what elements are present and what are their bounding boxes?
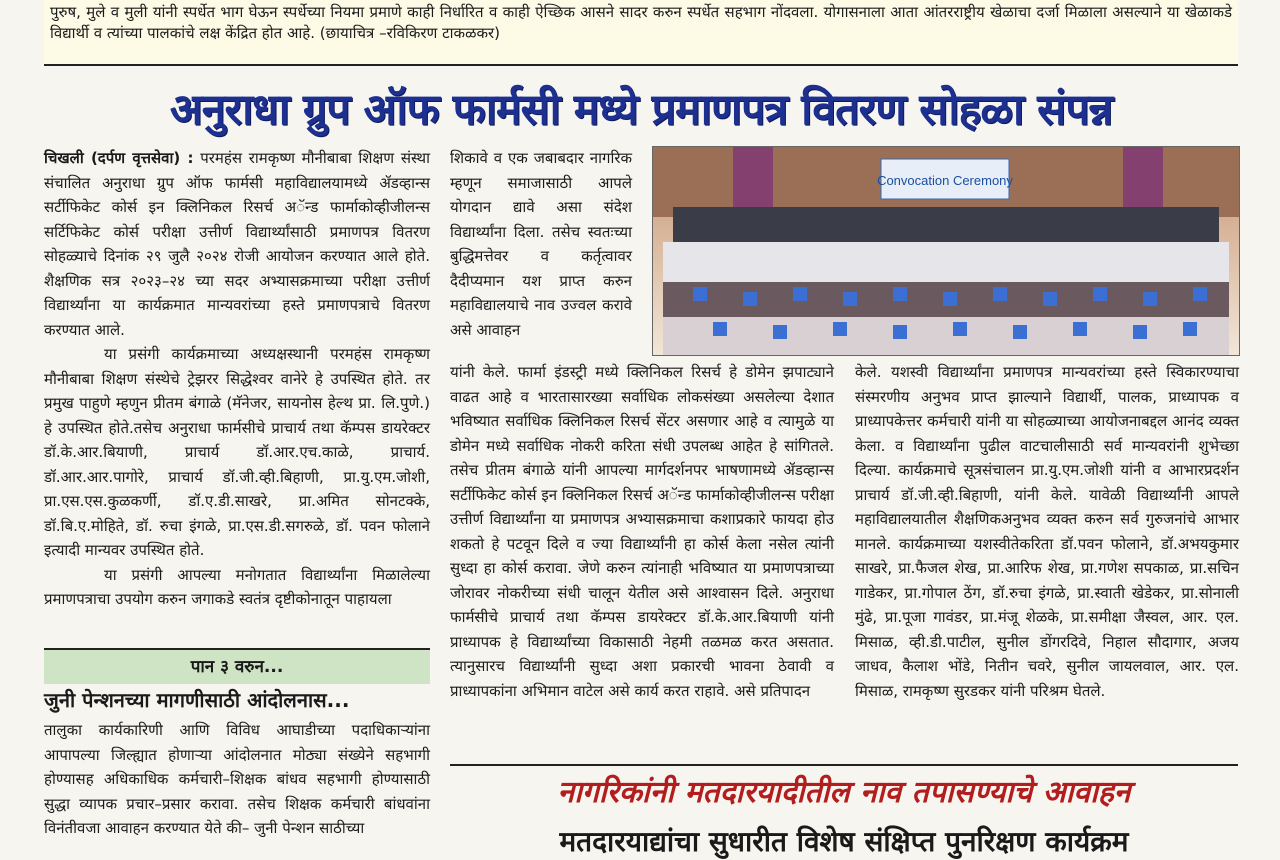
dateline: चिखली (दर्पण वृत्तसेवा) :: [44, 149, 194, 167]
article-paragraph-2: या प्रसंगी कार्यक्रमाच्या अध्यक्षस्थानी परमहंस रामकृष्ण मौनीबाबा शिक्षण संस्थेचे ट्रेझरर सिद्धेश्वर वानेरे हे उपस्थित होते. तर प्रमुख पाहुणे म्हणुन प्रीतम बंगाळे (मॅनेजर, सायनोस हेल्थ प्रा. लि.पुणे.) हे उपस्थित होते.तसेच अनुराधा फार्मसीचे प्राचार्य तथा कॅम्पस डायरेक्टर डॉ.के.आर.बियाणी, प्राचार्य डॉ.आर.एच.काळे, प्राचार्य. डॉ.आर.आर.पागोरे, प्राचार्य डॉ.जी.व्ही.बिहाणी, प्रा.यु.एम.जोशी, प्रा.एस.एस.कुळकर्णी, डॉ.ए.डी.साखरे, प्रा.अमित सोनटक्के, डॉ.बि.ए.मोहिते, डॉ. रुचा इंगळे, प्रा.एस.डी.सगरुळे, डॉ. पवन फोलाने इत्यादी मान्यवर उपस्थित होते.: [44, 345, 430, 559]
convocation-photo: [652, 146, 1240, 356]
article-paragraph-3: या प्रसंगी आपल्या मनोगतात विद्यार्थ्यांना मिळालेल्या प्रमाणपत्राचा उपयोग करुन जगाकडे स्वतंत्र दृष्टीकोनातून पाहायला: [44, 565, 430, 608]
photo-illustration: [653, 147, 1239, 355]
article-column-2-lower: [450, 360, 834, 703]
article-paragraph-4: शिकावे व एक जबाबदार नागरिक म्हणून समाजासाठी आपले योगदान द्यावे असा संदेश विद्यार्थ्यांना दिला. तसेच स्वतःच्या बुद्धिमत्तेवर व कर्तृत्वावर दैदीप्यमान यश प्राप्त करुन महाविद्यालयाचे नाव उज्वल करावे असे आवाहन: [450, 149, 632, 339]
side-headline: जुनी पेन्शनच्या मागणीसाठी आंदोलनास...: [44, 688, 350, 712]
photo-banner-text: Convocation Ceremony: [877, 173, 1013, 188]
article-paragraph-1-text: परमहंस रामकृष्ण मौनीबाबा शिक्षण संस्था संचालित अनुराधा ग्रुप ऑफ फार्मसी महाविद्यालयामध्ये ॲडव्हान्स सर्टीफिकेट कोर्स इन क्लिनिकल रिसर्च अॅन्ड फार्माकोव्हीजीलन्स सर्टिफिकेट कोर्स परीक्षा उत्तीर्ण विद्यार्थ्यांसाठी प्रमाणपत्र वितरण सोहळ्याचे दिनांक २९ जुलै २०२४ रोजी आयोजन करण्यात आले होते. शैक्षणिक सत्र २०२३–२४ च्या सदर अभ्यासक्रमाच्या परीक्षा उत्तीर्ण विद्यार्थ्यांना या कार्यक्रमात मान्यवरांच्या हस्ते प्रमाणपत्राचे वितरण करण्यात आले.: [44, 149, 430, 339]
article-paragraph-1: [44, 146, 430, 342]
article-paragraph-5: यांनी केले. फार्मा इंडस्ट्री मध्ये क्लिनिकल रिसर्च हे डोमेन झपाट्याने वाढत आहे व भारतासारख्या सर्वाधिक लोकसंख्या असलेल्या देशात भविष्यात सर्वाधिक क्लिनिकल रिसर्च सेंटर असणार आहे व त्यामुळे या डोमेन मध्ये सर्वाधिक नोकरी करिता संधी उपलब्ध आहेत हे सांगितले. तसेच प्रीतम बंगाळे यांनी आपल्या मार्गदर्शनपर भाषणामध्ये ॲडव्हान्स सर्टीफिकेट कोर्स इन क्लिनिकल रिसर्च अॅन्ड फार्माकोव्हीजीलन्स परीक्षा उत्तीर्ण विद्यार्थ्यांना या प्रमाणपत्र अभ्यासक्रमाचा कशाप्रकारे फायदा होउ शकतो हे पटवून दिले व ज्या विद्यार्थ्यांनी हा कोर्स केला नसेल त्यांनी सुध्दा हा कोर्स करावा. जेणे करुन त्यांनाही भविष्यात या प्रमाणपत्राच्या जोरावर नोकरीच्या संधी चालून येतील असे आश्वासन दिले. अनुराधा फार्मसीचे प्राचार्य तथा कॅम्पस डायरेक्टर डॉ.के.आर.बियाणी यांनी प्राध्यापक हे विद्यार्थ्यांच्या विकासाठी नेहमी तळमळ करत असतात. त्यानुसारच विद्यार्थ्यांनी सुध्दा अशा प्रकारची भावना ठेवावी व प्राध्यापकांना अभिमान वाटेल असे कार्य करत राहावे. असे प्रतिपादन: [450, 363, 834, 700]
article-column-2: [450, 146, 632, 342]
side-article-text: तालुका कार्यकारिणी आणि विविध आघाडीच्या पदाधिकाऱ्यांना आपापल्या जिल्ह्यात होणाऱ्या आंदोलनात मोठ्या संख्येने सहभागी होण्यासह अधिकाधिक कर्मचारी–शिक्षक बांधव सहभागी होण्यासाठी सुद्धा व्यापक प्रचार–प्रसार करावा. तसेच शिक्षक कर्मचारी बांधवांना विनंतीवजा आवाहन करण्यात येते की– जुनी पेन्शन साठीच्या: [44, 721, 430, 837]
main-headline: अनुराधा ग्रुप ऑफ फार्मसी मध्ये प्रमाणपत्र वितरण सोहळा संपन्न: [169, 85, 1113, 135]
bottom-headline: नागरिकांनी मतदारयादीतील नाव तपासण्याचे आवाहन: [557, 775, 1131, 810]
continued-label: पान ३ वरुन...: [44, 648, 430, 684]
article-column-1: [44, 146, 430, 612]
bottom-subheadline: मतदारयाद्यांचा सुधारीत विशेष संक्षिप्त पुनरिक्षण कार्यक्रम: [559, 825, 1129, 858]
top-strip-article: [44, 0, 1238, 66]
article-paragraph-6: केले. यशस्वी विद्यार्थ्यांना प्रमाणपत्र मान्यवरांच्या हस्ते स्विकारण्याचा संस्मरणीय अनुभव प्राप्त झाल्याने विद्यार्थी, पालक, प्राध्यापक व प्राध्यापकेत्तर कर्मचारी यांनी या सोहळ्याच्या आयोजनाबद्दल आनंद व्यक्त केला. व विद्यार्थ्यांना पुढील वाटचालीसाठी सर्व मान्यवरांनी शुभेच्छा दिल्या. कार्यक्रमाचे सूत्रसंचालन प्रा.यु.एम.जोशी यांनी व आभारप्रदर्शन प्राचार्य डॉ.जी.व्ही.बिहाणी, यांनी केले. यावेळी विद्यार्थ्यांनी आपले महाविद्यालयातील शैक्षणिकअनुभव व्यक्त करुन सर्व गुरुजनांचे आभार मानले. कार्यक्रमाच्या यशस्वीतेकरिता डॉ.पवन फोलाने, डॉ.अभयकुमार साखरे, प्रा.फैजल शेख, प्रा.आरिफ शेख, प्रा.गणेश सपकाळ, प्रा.सचिन गाडेकर, प्रा.गोपाल ठेंग, डॉ.रुचा इंगळे, प्रा.स्वाती खेडेकर, प्रा.सोनाली मुंढे, प्रा.पूजा गावंडर, प्रा.मंजू शेळके, प्रा.समीक्षा जैस्वल, आर. एल. मिसाळ, व्ही.डी.पाटील, सुनील डोंगरदिवे, निहाल सौदागार, अजय जाधव, कैलाश भोंडे, नितीन चवरे, सुनील जायलवाल, आर. एल. मिसाळ, रामकृष्ण सुरडकर यांनी परिश्रम घेतले.: [855, 363, 1239, 700]
side-article: [44, 718, 430, 841]
article-column-3: [855, 360, 1239, 703]
section-divider: [450, 764, 1238, 766]
top-strip-text: पुरुष, मुले व मुली यांनी स्पर्धेत भाग घेऊन स्पर्धेच्या नियमा प्रमाणे काही निर्धारित व काही ऐच्छिक आसने सादर करुन स्पर्धेत सहभाग नोंदवला. योगासनाला आता आंतरराष्ट्रीय खेळाचा दर्जा मिळाला असल्याने या खेळाकडे विद्यार्थी व त्यांच्या पालकांचे लक्ष केंद्रित होत आहे. (छायाचित्र –रविकिरण टाकळकर): [50, 3, 1232, 42]
